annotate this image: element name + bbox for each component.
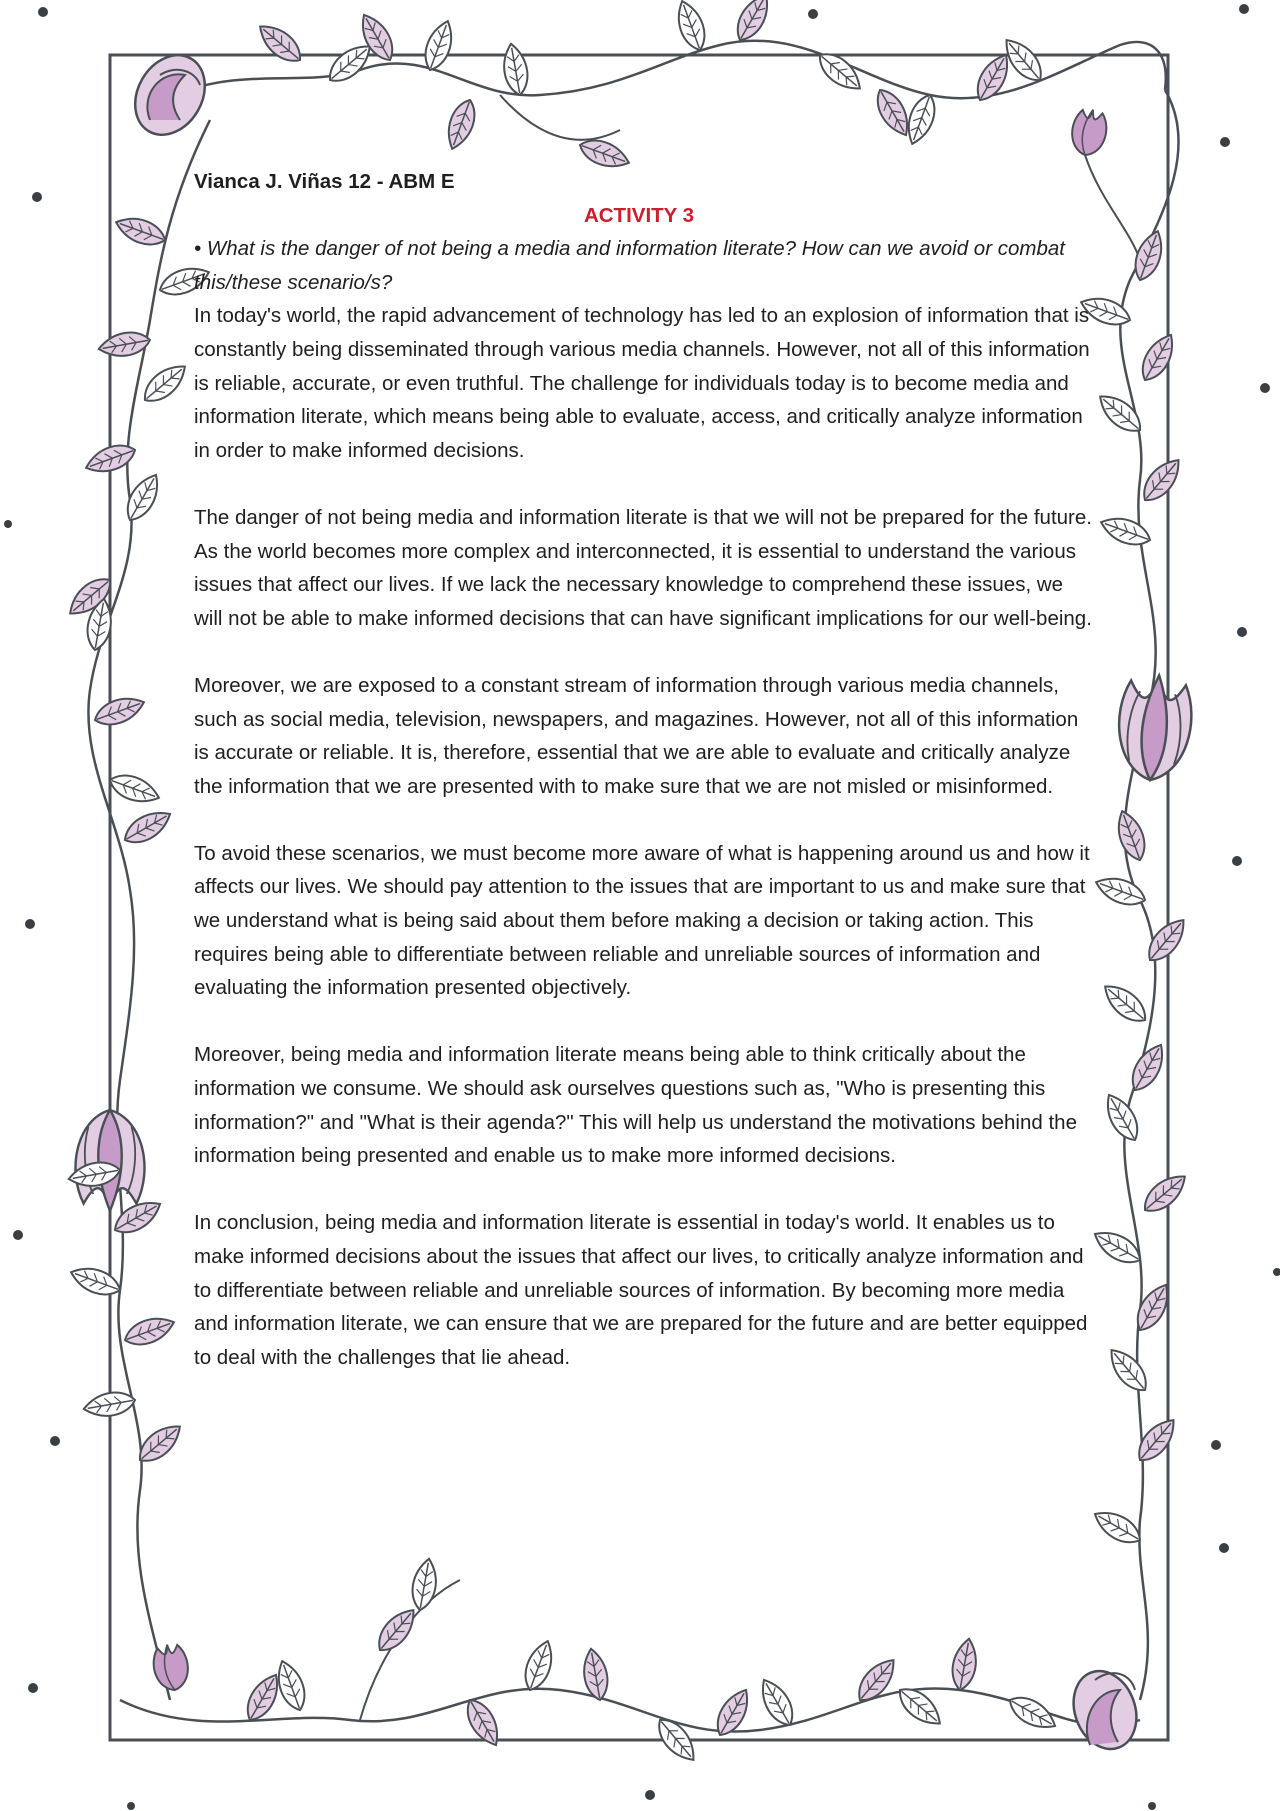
- paragraph-exposure: Moreover, we are exposed to a constant stream of information through various media channels, such as social media, television, newspapers, and magazines. However, not all of this information is accurate or reliable. It is, therefore, essential that we are able to evaluate and critically analyze the information that we are presented with to make sure that we are not misled or misinformed.: [194, 673, 1079, 798]
- paragraph-conclusion: In conclusion, being media and information literate is essential in today's world. It enables us to make informed decisions about the issues that affect our lives, to critically analyze information and to differentiate between reliable and unreliable sources of information. By becoming more media and information literate, we can ensure that we are prepared for the future and are better equipped to deal with the challenges that lie ahead.: [194, 1211, 1088, 1369]
- paragraph-avoidance: To avoid these scenarios, we must become more aware of what is happening around us and how it affects our lives. We should pay attention to the issues that are important to us and make sure that we understand what is being said about them before making a decision or taking action. This requires being able to differentiate between reliable and unreliable sources of information and evaluating the information presented objectively.: [194, 841, 1090, 1000]
- activity-title: ACTIVITY 3: [583, 203, 695, 227]
- paragraph-intro: In today's world, the rapid advancement of technology has led to an explosion of information that is constantly being disseminated through various media channels. However, not all of this information is reliable, accurate, or even truthful. The challenge for individuals today is to become media and information literate, which means being able to evaluate, access, and critically analyze information in order to make informed decisions.: [194, 304, 1090, 462]
- paragraph-critical-thinking: Moreover, being media and information literate means being able to think critically about the information we consume. We should ask ourselves questions such as, "Who is presenting this information?" and "What is their agenda?" This will help us understand the motivations behind the information being presented and enable us to make more informed decisions.: [194, 1043, 1077, 1168]
- question-prompt: • What is the danger of not being a media and information literate? How can we avoid or combat this/these scenario/s?: [194, 237, 1065, 294]
- document-body: [194, 165, 1094, 1408]
- rose-bud-bottom-right: [1063, 1662, 1147, 1758]
- author-line: Vianca J. Viñas 12 - ABM E: [194, 170, 455, 193]
- paragraph-danger: The danger of not being media and information literate is that we will not be prepared for the future. As the world becomes more complex and interconnected, it is essential to understand the various issues that affect our lives. If we lack the necessary knowledge to comprehend these issues, we will not be able to make informed decisions that can have significant implications for our well-being.: [194, 505, 1092, 630]
